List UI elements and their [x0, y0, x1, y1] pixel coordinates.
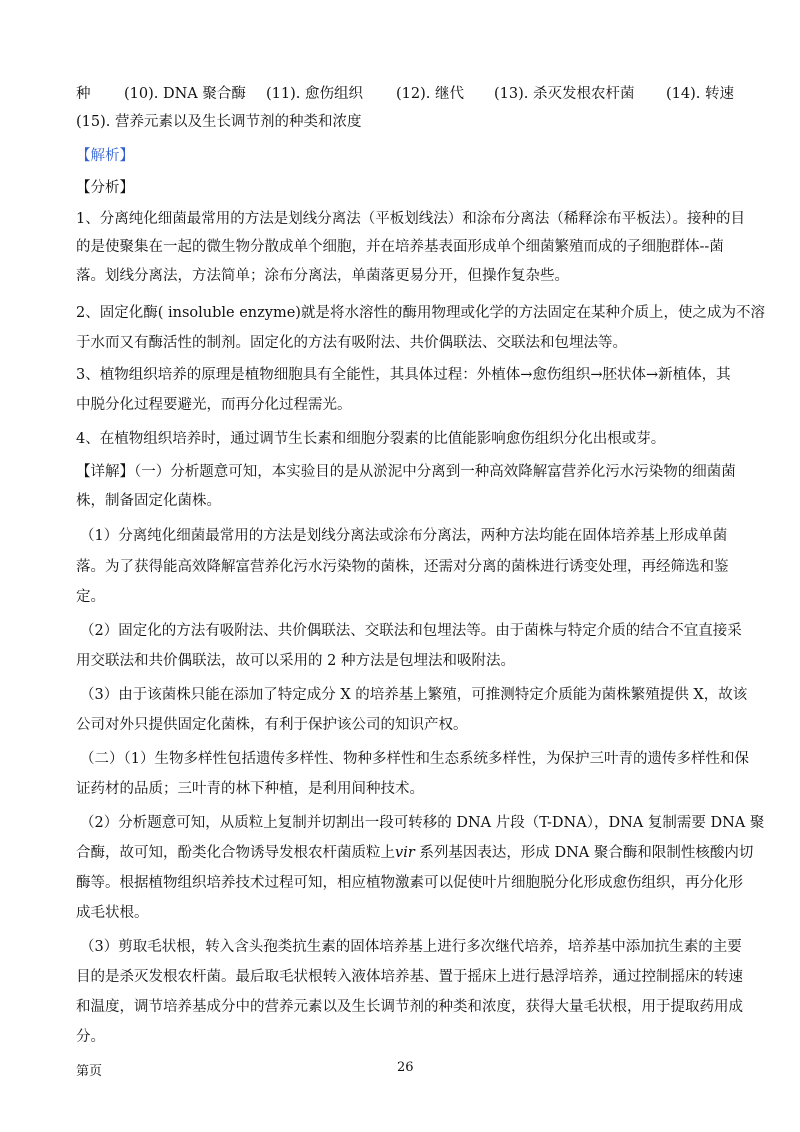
answer-row — [76, 84, 734, 104]
analysis-line: 4、在植物组织培养时，通过调节生长素和细胞分裂素的比值能影响愈伤组织分化出根或芽。 — [76, 431, 666, 447]
detail-line: （二）（1）生物多样性包括遗传多样性、物种多样性和生态系统多样性，为保护三叶青的遗传多样性和保 — [80, 751, 749, 767]
analysis-line: 中脱分化过程要避光，而再分化过程需光。 — [76, 397, 352, 413]
answer-12: (12). 继代 — [396, 86, 464, 102]
gene-name-vir: vir — [395, 845, 415, 861]
answer-9-tail: 种 — [76, 86, 91, 102]
footer-label: 第页 — [76, 1064, 103, 1079]
detail-line: 定。 — [76, 589, 105, 605]
detail-line: （3）由于该菌株只能在添加了特定成分 X 的培养基上繁殖，可推测特定介质能为菌株繁殖提供 X，故该 — [80, 687, 748, 703]
analysis-line: 2、固定化酶( insoluble enzyme)就是将水溶性的酶用物理或化学的方法固定在某种介质上，使之成为不溶 — [76, 305, 765, 321]
detail-line — [76, 843, 753, 863]
detail-line: 证药材的品质；三叶青的林下种植，是利用间种技术。 — [76, 781, 424, 797]
detail-line: 用交联法和共价偶联法，故可以采用的 2 种方法是包埋法和吸附法。 — [76, 653, 515, 669]
heading-fenxi: 【分析】 — [76, 180, 134, 196]
detail-text: （一）分析题意可知，本实验目的是从淤泥中分离到一种高效降解富营养化污水污染物的细菌菌 — [134, 464, 736, 480]
detail-line: 酶等。根据植物组织培养技术过程可知，相应植物激素可以促使叶片细胞脱分化形成愈伤组织，再分化形 — [76, 875, 743, 891]
heading-xiangjie: 【详解】 — [76, 464, 134, 480]
detail-line: （1）分离纯化细菌最常用的方法是划线分离法或涂布分离法，两种方法均能在固体培养基上形成单菌 — [80, 528, 728, 544]
detail-line: 和温度，调节培养基成分中的营养元素以及生长调节剂的种类和浓度，获得大量毛状根，用于提取药用成 — [76, 999, 743, 1015]
detail-text: 合酶，故可知，酚类化合物诱导发根农杆菌质粒上 — [76, 845, 395, 861]
detail-line: 落。为了获得能高效降解富营养化污水污染物的菌株，还需对分离的菌株进行诱变处理，再经筛选和鉴 — [76, 559, 729, 575]
detail-line: （2）分析题意可知，从质粒上复制并切割出一段可转移的 DNA 片段（T-DNA），DNA 复制需要 DNA 聚 — [80, 815, 765, 831]
detail-line: 公司对外只提供固定化菌株，有利于保护该公司的知识产权。 — [76, 717, 468, 733]
detail-line — [76, 462, 736, 482]
heading-jiexi: 【解析】 — [76, 148, 134, 164]
answer-10: (10). DNA 聚合酶 — [124, 86, 246, 102]
detail-line: 分。 — [76, 1029, 105, 1045]
answer-11: (11). 愈伤组织 — [266, 86, 363, 102]
analysis-line: 3、植物组织培养的原理是植物细胞具有全能性，其具体过程：外植体→愈伤组织→胚状体→新植体，其 — [76, 367, 731, 383]
answer-13: (13). 杀灭发根农杆菌 — [494, 86, 635, 102]
answer-14: (14). 转速 — [666, 86, 734, 102]
analysis-line: 的是使聚集在一起的微生物分散成单个细胞，并在培养基表面形成单个细菌繁殖而成的子细胞群体--菌 — [76, 239, 724, 255]
analysis-line: 于水而又有酶活性的制剂。固定化的方法有吸附法、共价偶联法、交联法和包埋法等。 — [76, 335, 627, 351]
detail-line: 成毛状根。 — [76, 905, 149, 921]
answer-15: (15). 营养元素以及生长调节剂的种类和浓度 — [76, 114, 362, 130]
analysis-line: 落。划线分离法，方法简单；涂布分离法，单菌落更易分开，但操作复杂些。 — [76, 268, 569, 284]
detail-text: 系列基因表达，形成 DNA 聚合酶和限制性核酸内切 — [414, 845, 754, 861]
detail-line: （2）固定化的方法有吸附法、共价偶联法、交联法和包埋法等。由于菌株与特定介质的结合不宜直接采 — [80, 623, 742, 639]
detail-line: 株，制备固定化菌株。 — [76, 493, 221, 509]
analysis-line: 1、分离纯化细菌最常用的方法是划线分离法（平板划线法）和涂布分离法（稀释涂布平板法）。接种的目 — [76, 211, 745, 227]
detail-line: （3）剪取毛状根，转入含头孢类抗生素的固体培养基上进行多次继代培养，培养基中添加抗生素的主要 — [80, 939, 742, 955]
page-number: 26 — [397, 1060, 414, 1075]
detail-line: 目的是杀灭发根农杆菌。最后取毛状根转入液体培养基、置于摇床上进行悬浮培养，通过控制摇床的转速 — [76, 969, 743, 985]
